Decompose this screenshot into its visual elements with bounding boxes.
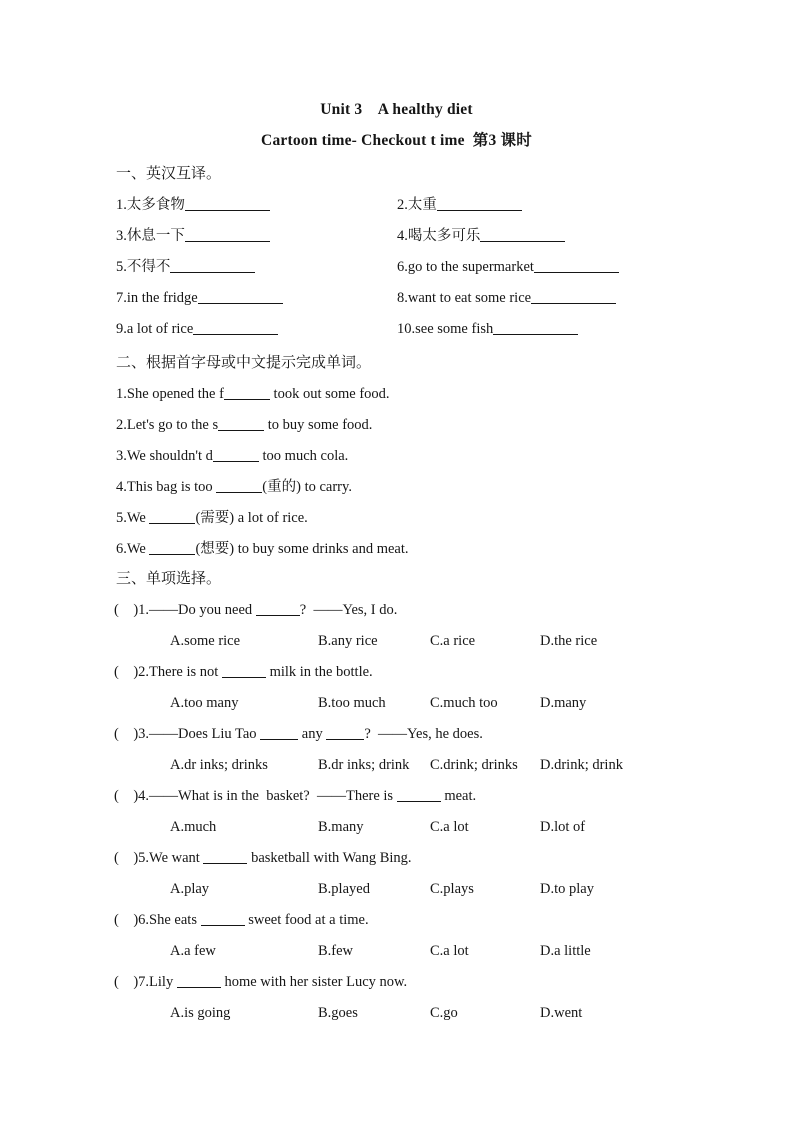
answer-blank[interactable] [198,288,283,304]
answer-blank[interactable] [531,288,616,304]
item-text: a lot of rice [126,321,194,337]
mc-options [114,878,754,909]
translation-row [116,256,736,287]
word-item-4 [116,476,736,507]
stem-before: ——Do you need [149,602,256,618]
item-text: 太重 [407,197,437,213]
mc-option-c[interactable]: C.a lot [430,943,469,959]
section-3-multiple-choice [114,599,754,1033]
item-number: 4. [397,228,408,244]
mc-question-1 [114,599,754,661]
translation-item-3 [116,225,270,247]
answer-parenthesis[interactable]: ( ) [114,974,139,990]
stem-after: meat. [440,788,477,804]
translation-item-9 [116,318,278,340]
mc-stem [114,661,754,692]
mc-stem [114,971,754,1002]
question-number: 6. [138,912,150,928]
mc-stem [114,723,754,754]
mc-question-5 [114,847,754,909]
stem-before: Lily [149,974,177,990]
mc-option-b[interactable]: B.few [318,943,354,959]
mc-stem [114,785,754,816]
question-number: 7. [138,974,150,990]
item-text-after: (需要) a lot of rice. [195,510,308,526]
item-text: 不得不 [126,259,171,275]
mc-option-d[interactable]: D.the rice [540,633,598,649]
mc-option-c[interactable]: C.a rice [430,633,476,649]
mc-option-a[interactable]: A.some rice [170,633,241,649]
mc-option-c[interactable]: C.drink; drinks [430,757,518,773]
item-number: 1. [116,386,127,402]
mc-question-2 [114,661,754,723]
section-1-translation-grid [116,194,736,349]
page-subtitle: Cartoon time- Checkout t ime 第3 课时 [261,132,532,149]
translation-item-7 [116,287,283,309]
mc-options [114,754,754,785]
answer-blank[interactable] [534,257,619,273]
answer-blank[interactable] [493,319,578,335]
translation-item-2 [397,194,522,216]
item-text-before: We shouldn't d [126,448,213,464]
mc-option-d[interactable]: D.drink; drink [540,757,623,773]
answer-blank[interactable] [213,447,259,462]
stem-before: There is not [149,664,222,680]
answer-blank[interactable] [216,478,262,493]
stem-after: milk in the bottle. [265,664,373,680]
answer-blank[interactable] [170,257,255,273]
item-number: 6. [116,541,127,557]
translation-item-10 [397,318,578,340]
stem-after: ? ——Yes, I do. [299,602,398,618]
item-text: 休息一下 [126,228,185,244]
mc-option-d[interactable]: D.lot of [540,819,586,835]
item-number: 1. [116,197,127,213]
question-number: 2. [138,664,150,680]
answer-parenthesis[interactable]: ( ) [114,664,139,680]
translation-item-4 [397,225,565,247]
question-number: 5. [138,850,150,866]
item-text-after: to buy some food. [264,417,373,433]
mc-options [114,816,754,847]
mc-option-a[interactable]: A.dr inks; drinks [170,757,268,773]
item-text-before: Let's go to the s [126,417,219,433]
answer-blank-2[interactable] [326,725,364,740]
stem-mid: any [298,726,327,742]
mc-option-b[interactable]: B.many [318,819,364,835]
answer-blank[interactable] [480,226,565,242]
item-text: 太多食物 [126,197,185,213]
mc-option-a[interactable]: A.play [170,881,210,897]
section-1-heading: 一、英汉互译。 [116,166,222,182]
mc-question-7 [114,971,754,1033]
item-text-before: This bag is too [126,479,217,495]
mc-question-3 [114,723,754,785]
answer-blank[interactable] [256,601,300,616]
section-2-heading: 二、根据首字母或中文提示完成单词。 [116,355,372,371]
mc-option-c[interactable]: C.plays [430,881,474,897]
translation-row [116,225,736,256]
translation-item-6 [397,256,619,278]
mc-option-b[interactable]: B.any rice [318,633,378,649]
answer-parenthesis[interactable]: ( ) [114,850,139,866]
translation-row [116,287,736,318]
answer-blank[interactable] [185,195,270,211]
mc-option-a[interactable]: A.is going [170,1005,231,1021]
item-number: 5. [116,259,127,275]
stem-after: home with her sister Lucy now. [220,974,408,990]
mc-option-d[interactable]: D.a little [540,943,591,959]
translation-item-8 [397,287,616,309]
answer-blank[interactable] [149,540,195,555]
mc-option-d[interactable]: D.to play [540,881,594,897]
answer-blank[interactable] [260,725,298,740]
item-number: 2. [397,197,408,213]
answer-blank[interactable] [203,849,247,864]
mc-option-a[interactable]: A.a few [170,943,216,959]
answer-blank[interactable] [222,663,266,678]
mc-stem [114,847,754,878]
translation-row [116,194,736,225]
mc-stem [114,909,754,940]
mc-option-a[interactable]: A.much [170,819,217,835]
question-number: 1. [138,602,150,618]
item-number: 2. [116,417,127,433]
item-number: 9. [116,321,127,337]
answer-blank[interactable] [437,195,522,211]
stem-after: ? ——Yes, he does. [364,726,483,742]
answer-blank[interactable] [177,973,221,988]
item-number: 4. [116,479,127,495]
mc-option-b[interactable]: B.too much [318,695,386,711]
section-2-word-list [116,383,736,569]
item-text: go to the supermarket [407,259,534,275]
answer-parenthesis[interactable]: ( ) [114,912,139,928]
mc-question-4 [114,785,754,847]
stem-before: ——Does Liu Tao [149,726,261,742]
item-number: 10. [397,321,416,337]
item-text: want to eat some rice [407,290,532,306]
mc-option-a[interactable]: A.too many [170,695,239,711]
item-text-after: too much cola. [258,448,349,464]
answer-blank[interactable] [185,226,270,242]
item-text-after: (想要) to buy some drinks and meat. [195,541,409,557]
item-text-before: We [126,541,150,557]
word-item-2 [116,414,736,445]
answer-blank[interactable] [149,509,195,524]
answer-blank[interactable] [201,911,245,926]
mc-options [114,692,754,723]
item-number: 3. [116,228,127,244]
answer-parenthesis[interactable]: ( ) [114,788,139,804]
mc-option-b[interactable]: B.played [318,881,370,897]
mc-question-6 [114,909,754,971]
item-text: in the fridge [126,290,198,306]
mc-option-c[interactable]: C.a lot [430,819,469,835]
mc-stem [114,599,754,630]
stem-before: She eats [149,912,201,928]
item-number: 7. [116,290,127,306]
answer-blank[interactable] [218,416,264,431]
item-text: 喝太多可乐 [407,228,481,244]
stem-after: sweet food at a time. [244,912,369,928]
mc-option-c[interactable]: C.much too [430,695,498,711]
mc-option-b[interactable]: B.goes [318,1005,358,1021]
answer-blank[interactable] [224,385,270,400]
item-text-before: She opened the f [126,386,224,402]
item-number: 6. [397,259,408,275]
answer-parenthesis[interactable]: ( ) [114,726,139,742]
item-text-after: took out some food. [269,386,390,402]
mc-option-d[interactable]: D.went [540,1005,583,1021]
page-title: Unit 3 A healthy diet [320,101,473,118]
word-item-6 [116,538,736,569]
question-number: 3. [138,726,150,742]
title-block [0,100,793,151]
mc-option-c[interactable]: C.go [430,1005,458,1021]
stem-before: We want [149,850,204,866]
mc-options [114,1002,754,1033]
item-text-before: We [126,510,150,526]
translation-item-5 [116,256,255,278]
translation-item-1 [116,194,270,216]
word-item-1 [116,383,736,414]
mc-option-d[interactable]: D.many [540,695,587,711]
word-item-3 [116,445,736,476]
word-item-5 [116,507,736,538]
item-number: 8. [397,290,408,306]
mc-option-b[interactable]: B.dr inks; drink [318,757,410,773]
stem-before: ——What is in the basket? ——There is [149,788,397,804]
answer-blank[interactable] [193,319,278,335]
stem-after: basketball with Wang Bing. [247,850,412,866]
item-number: 5. [116,510,127,526]
answer-parenthesis[interactable]: ( ) [114,602,139,618]
mc-options [114,940,754,971]
section-3-heading: 三、单项选择。 [116,571,222,587]
question-number: 4. [138,788,150,804]
item-text-after: (重的) to carry. [262,479,352,495]
mc-options [114,630,754,661]
translation-row [116,318,736,349]
answer-blank[interactable] [397,787,441,802]
item-text: see some fish [415,321,494,337]
item-number: 3. [116,448,127,464]
